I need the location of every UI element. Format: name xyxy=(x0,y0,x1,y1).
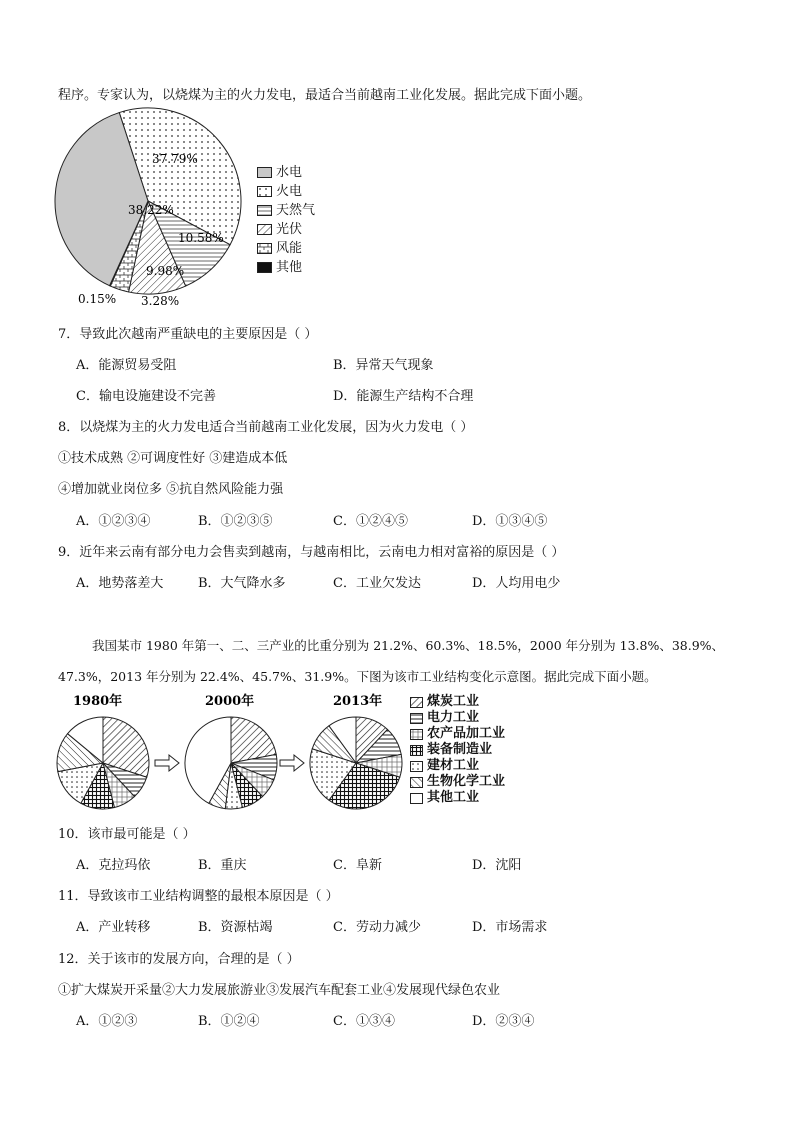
pie-label-thermal: 37.79% xyxy=(152,152,198,166)
legend-item: 其他 xyxy=(257,258,315,277)
q8-option-b[interactable]: B．①②③⑤ xyxy=(198,514,273,529)
pie1-legend xyxy=(257,163,315,277)
q11-option-d[interactable]: D．市场需求 xyxy=(472,920,548,935)
q10-option-c[interactable]: C．阜新 xyxy=(333,858,382,873)
chart-year-1980: 1980年 xyxy=(73,694,123,709)
q11-option-c[interactable]: C．劳动力减少 xyxy=(333,920,421,935)
q7-option-c[interactable]: C．输电设施建设不完善 xyxy=(76,389,216,404)
legend-item: 水电 xyxy=(257,163,315,182)
q12-stem: 12．关于该市的发展方向，合理的是（ ） xyxy=(58,952,300,967)
chart-year-2013: 2013年 xyxy=(333,694,383,709)
legend-item: 生物化学工业 xyxy=(410,774,505,790)
pie-label-other: 0.15% xyxy=(78,292,117,306)
q7-option-d[interactable]: D．能源生产结构不合理 xyxy=(333,389,474,404)
q8-option-c[interactable]: C．①②④⑤ xyxy=(333,514,408,529)
intro-text-1: 程序。专家认为，以烧煤为主的火力发电，最适合当前越南工业化发展。据此完成下面小题。 xyxy=(58,88,592,103)
legend-item: 建材工业 xyxy=(410,758,505,774)
q8-option-a[interactable]: A．①②③④ xyxy=(76,514,151,529)
q7-option-b[interactable]: B．异常天气现象 xyxy=(333,358,434,373)
q10-stem: 10．该市最可能是（ ） xyxy=(58,827,196,842)
q9-option-d[interactable]: D．人均用电少 xyxy=(472,576,561,591)
q9-option-b[interactable]: B．大气降水多 xyxy=(198,576,286,591)
legend-item: 煤炭工业 xyxy=(410,694,505,710)
q9-option-a[interactable]: A．地势落差大 xyxy=(76,576,164,591)
q12-option-a[interactable]: A．①②③ xyxy=(76,1014,138,1029)
legend-item: 农产品加工业 xyxy=(410,726,505,742)
q12-option-c[interactable]: C．①③④ xyxy=(333,1014,395,1029)
q11-option-a[interactable]: A．产业转移 xyxy=(76,920,151,935)
q9-option-c[interactable]: C．工业欠发达 xyxy=(333,576,421,591)
pie-label-solar: 9.98% xyxy=(146,264,185,278)
q9-stem: 9．近年来云南有部分电力会售卖到越南，与越南相比，云南电力相对富裕的原因是（ ） xyxy=(58,545,565,560)
legend-item: 光伏 xyxy=(257,220,315,239)
q10-option-d[interactable]: D．沈阳 xyxy=(472,858,522,873)
q10-option-b[interactable]: B．重庆 xyxy=(198,858,247,873)
q12-statements: ①扩大煤炭开采量②大力发展旅游业③发展汽车配套工业④发展现代绿色农业 xyxy=(58,983,501,998)
industry-structure-charts xyxy=(55,690,405,810)
q7-stem: 7．导致此次越南严重缺电的主要原因是（ ） xyxy=(58,327,318,342)
q11-option-b[interactable]: B．资源枯竭 xyxy=(198,920,273,935)
q12-option-d[interactable]: D．②③④ xyxy=(472,1014,535,1029)
pie-label-wind: 3.28% xyxy=(141,294,180,308)
arrow-icon xyxy=(155,755,179,771)
pie-label-gas: 10.58% xyxy=(178,231,224,245)
q8-option-d[interactable]: D．①③④⑤ xyxy=(472,514,548,529)
legend-item: 其他工业 xyxy=(410,790,505,806)
legend-item: 装备制造业 xyxy=(410,742,505,758)
q8-statements-2: ④增加就业岗位多 ⑤抗自然风险能力强 xyxy=(58,482,284,497)
legend-item: 火电 xyxy=(257,182,315,201)
industry-legend xyxy=(410,694,505,806)
arrow-icon xyxy=(280,755,304,771)
q12-option-b[interactable]: B．①②④ xyxy=(198,1014,260,1029)
q8-statements-1: ①技术成熟 ②可调度性好 ③建造成本低 xyxy=(58,451,288,466)
legend-item: 天然气 xyxy=(257,201,315,220)
q8-stem: 8．以烧煤为主的火力发电适合当前越南工业化发展，因为火力发电（ ） xyxy=(58,420,474,435)
intro-text-2a: 我国某市 1980 年第一、二、三产业的比重分别为 21.2%、60.3%、18.5%，2000 年分别为 13.8%、38.9%、 xyxy=(92,638,725,653)
legend-item: 电力工业 xyxy=(410,710,505,726)
intro-text-2b: 47.3%，2013 年分别为 22.4%、45.7%、31.9%。下图为该市工业结构变化示意图。据此完成下面小题。 xyxy=(58,669,657,684)
q10-option-a[interactable]: A．克拉玛依 xyxy=(76,858,151,873)
chart-year-2000: 2000年 xyxy=(205,694,255,709)
legend-item: 风能 xyxy=(257,239,315,258)
pie-label-hydro: 38.22% xyxy=(128,203,174,217)
q11-stem: 11．导致该市工业结构调整的最根本原因是（ ） xyxy=(58,889,339,904)
q7-option-a[interactable]: A．能源贸易受阻 xyxy=(76,358,177,373)
